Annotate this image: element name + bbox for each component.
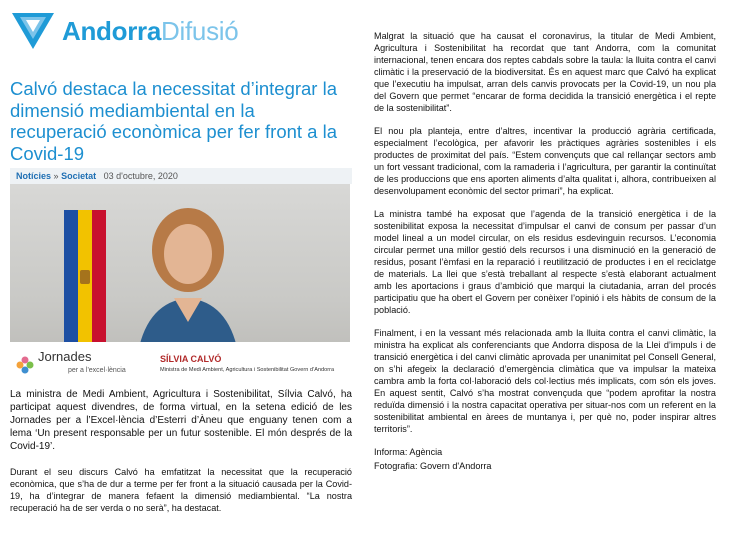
speaker-figure <box>128 202 248 352</box>
category-separator: » <box>53 171 59 181</box>
credit-info: Informa: Agència <box>374 447 443 457</box>
event-subtitle: per a l'excel·lència <box>68 367 126 374</box>
article-meta <box>10 168 352 184</box>
article-paragraph: Durant el seu discurs Calvó ha emfatitzat la necessitat que la recuperació econòmica, que s’ha de dur a terme per fer front a la situació causada per la Covid-19, ha d’integrar de manera fefaent la dimensió mediambiental. “La nostra recuperació ha de ser verda o no serà”, ha destacat. <box>10 467 352 513</box>
right-column <box>374 30 716 472</box>
article-paragraph: El nou pla planteja, entre d’altres, incentivar la producció agrària certificada, especialment l’ecològica, per afavorir les pràctiques agràries sostenibles i els productes de proximitat del país. “Estem convençuts que cal rellançar sectors amb un fort vessant tradicional, com la ramaderia i l’agricultura, per garantir la continuïtat de les produccions que ens aporten aliments d’alta qualitat i, alhora, contribueixen al desenvolupament econòmic del sector primari”, ha explicat. <box>374 126 716 196</box>
logo-triangle-icon <box>10 11 56 51</box>
logo-wordmark <box>62 16 238 47</box>
speaker-role: Ministra de Medi Ambient, Agricultura i Sostenibilitat Govern d’Andorra <box>160 367 335 373</box>
category-link-news[interactable]: Notícies <box>16 171 52 181</box>
article-paragraph: Malgrat la situació que ha causat el coronavirus, la titular de Medi Ambient, Agricultura i Sostenibilitat ha recordat que tant Andorra, com la comunitat internacional, tenen encara dos reptes cabdals sobre la taula: la lluita contra el canvi climàtic i la preservació de la biodiversitat. És en aquest marc que Calvó ha explicat que l’executiu ha impulsat, arran dels canvis provocats per la Covid-19, un nou pla del Govern que permet “encarar de forma decidida la transició energètica i el repte de la sostenibilitat”. <box>374 31 716 113</box>
article-paragraph: Finalment, i en la vessant més relacionada amb la lluita contra el canvi climàtic, la ministra ha explicat als conferenciants que Andorra disposa de la Llei d’impuls i de transició energètica i del canvi climàtic aprovada per unanimitat pel Consell General, on s’hi afegeix la declaració d’emergència climàtica que va impulsar la mateixa cambra amb la forta col·laboració dels col·lectius més implicats, com són els joves. En aquest sentit, Calvó s’ha mostrat convençuda que “podem aprofitar la nostra reduïda dimensió i la nostra capacitat operativa per situar-nos com un referent en la sostenibilitat ambiental en àrees de muntanya i, per què no, poder inspirar altres territoris”. <box>374 328 716 434</box>
article-lead: La ministra de Medi Ambient, Agricultura i Sostenibilitat, Sílvia Calvó, ha participat aquest divendres, de forma virtual, en la setena edició de les Jornades per a l’Excel·lència d’Esterri d’Àneu que enguany tenen com a lema ‘Un present responsable per un futur sostenible. El món després de la Covid-19’. <box>10 389 352 452</box>
article-photo <box>10 184 350 378</box>
event-name: Jornades <box>38 349 92 364</box>
category-link-society[interactable]: Societat <box>61 171 97 181</box>
site-logo[interactable] <box>10 8 352 54</box>
article-paragraph: La ministra també ha exposat que l’agenda de la transició energètica i de la sostenibilitat exposa la necessitat d’impulsar el canvi de consum per passar d’un model lineal a un model circular, on els residus esdevinguin recursos. L’economia circular permet una millor gestió dels recursos i una disminució en la generació de residus, posant l’èmfasi en la reparació i reutilització de productes i en el reciclatge de materials. La llei que s’està treballant al respecte s’està elaborant actualment amb les aportacions i graus d’ambició que marqui la ciutadania, arran del procés participatiu que ha obert el Govern per conèixer l’opinió i els hàbits de consum de la població. <box>374 209 716 315</box>
credit-photo: Fotografia: Govern d'Andorra <box>374 461 492 471</box>
video-lower-banner <box>10 342 350 378</box>
speaker-name: SÍLVIA CALVÓ <box>160 354 222 364</box>
article-title: Calvó destaca la necessitat d’integrar la dimensió mediambiental en la recuperació econòmica per fer front a la Covid-19 <box>10 78 338 164</box>
logo-text-part1: Andorra <box>62 15 162 46</box>
left-column <box>10 8 352 514</box>
andorra-flag <box>64 210 106 350</box>
jornades-flower-icon <box>16 356 34 374</box>
logo-text-part2: Difusió <box>161 15 239 46</box>
article-date: 03 d'octubre, 2020 <box>103 171 178 181</box>
